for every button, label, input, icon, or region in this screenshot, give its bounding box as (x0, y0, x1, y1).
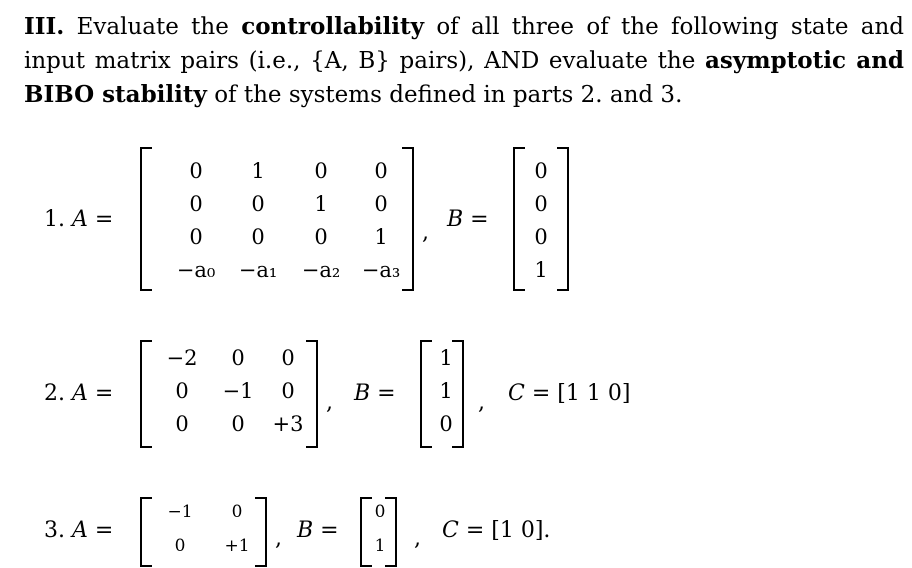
matrix-entry: 0 (314, 225, 328, 249)
matrix-entry: 0 (175, 412, 189, 436)
matrix-entry: 0 (174, 536, 186, 556)
part-1-A-left-bracket (140, 147, 152, 291)
matrix-entry: −a₁ (238, 258, 278, 282)
part-3-comma-1: , (275, 526, 282, 551)
intro-text-3: of the systems defined in parts 2. and 3. (214, 82, 683, 108)
matrix-entry: −a₂ (301, 258, 341, 282)
part-3-C: C = [1 0]. (442, 518, 551, 543)
part-2-comma-1: , (326, 390, 333, 415)
matrix-entry: +3 (272, 412, 304, 436)
part-3-label: 3. A = (44, 518, 114, 543)
matrix-entry: 0 (175, 379, 189, 403)
matrix-entry: 0 (534, 159, 548, 183)
matrix-entry: 1 (534, 258, 548, 282)
matrix-entry: 0 (231, 346, 245, 370)
matrix-entry: 1 (251, 159, 265, 183)
matrix-entry: 1 (439, 346, 453, 370)
intro-bold-2: asymptotic and BIBO stability (24, 47, 905, 108)
matrix-entry: 0 (231, 412, 245, 436)
matrix-entry: +1 (224, 536, 250, 556)
matrix-entry: 0 (189, 159, 203, 183)
matrix-entry: −a₃ (361, 258, 401, 282)
matrix-entry: 0 (189, 192, 203, 216)
matrix-entry: 0 (534, 225, 548, 249)
part-2-B-label: B = (354, 381, 396, 406)
part-3-comma-2: , (414, 526, 421, 551)
part-3-A-left-bracket (140, 497, 152, 567)
matrix-entry: 1 (439, 379, 453, 403)
intro-text-1: Evaluate the (76, 14, 229, 40)
part-3-C-value: [1 0]. (491, 518, 551, 543)
matrix-entry: −1 (167, 502, 193, 522)
part-1-B-label: B = (447, 207, 489, 232)
intro-text-2: of all three of the following state and input matrix pairs (i.e., {A, B} pairs), AND evaluate the (24, 14, 905, 74)
matrix-entry: 0 (534, 192, 548, 216)
matrix-entry: −2 (166, 346, 198, 370)
matrix-entry: −1 (222, 379, 254, 403)
matrix-entry: 0 (281, 346, 295, 370)
matrix-entry: 0 (189, 225, 203, 249)
part-2-comma-2: , (478, 390, 485, 415)
matrix-entry: 1 (314, 192, 328, 216)
matrix-entry: 1 (374, 536, 386, 556)
matrix-entry: 0 (439, 412, 453, 436)
matrix-entry: 0 (374, 159, 388, 183)
matrix-entry: 0 (314, 159, 328, 183)
matrix-entry: 0 (374, 192, 388, 216)
intro-bold-1: controllability (241, 13, 424, 40)
matrix-entry: 0 (251, 192, 265, 216)
part-2-C-value: [1 1 0] (557, 381, 631, 406)
matrix-entry: −a₀ (176, 258, 216, 282)
part-1-comma: , (422, 220, 429, 245)
part-2-label: 2. A = (44, 381, 114, 406)
matrix-entry: 0 (281, 379, 295, 403)
part-1-label: 1. A = (44, 207, 114, 232)
matrix-entry: 0 (251, 225, 265, 249)
part-3-B-label: B = (297, 518, 339, 543)
problem-statement (24, 10, 904, 112)
part-2-A-left-bracket (140, 340, 152, 448)
matrix-entry: 0 (374, 502, 386, 522)
matrix-entry: 1 (374, 225, 388, 249)
part-2-C: C = [1 1 0] (508, 381, 631, 406)
problem-number: III. (24, 13, 65, 40)
matrix-entry: 0 (231, 502, 243, 522)
